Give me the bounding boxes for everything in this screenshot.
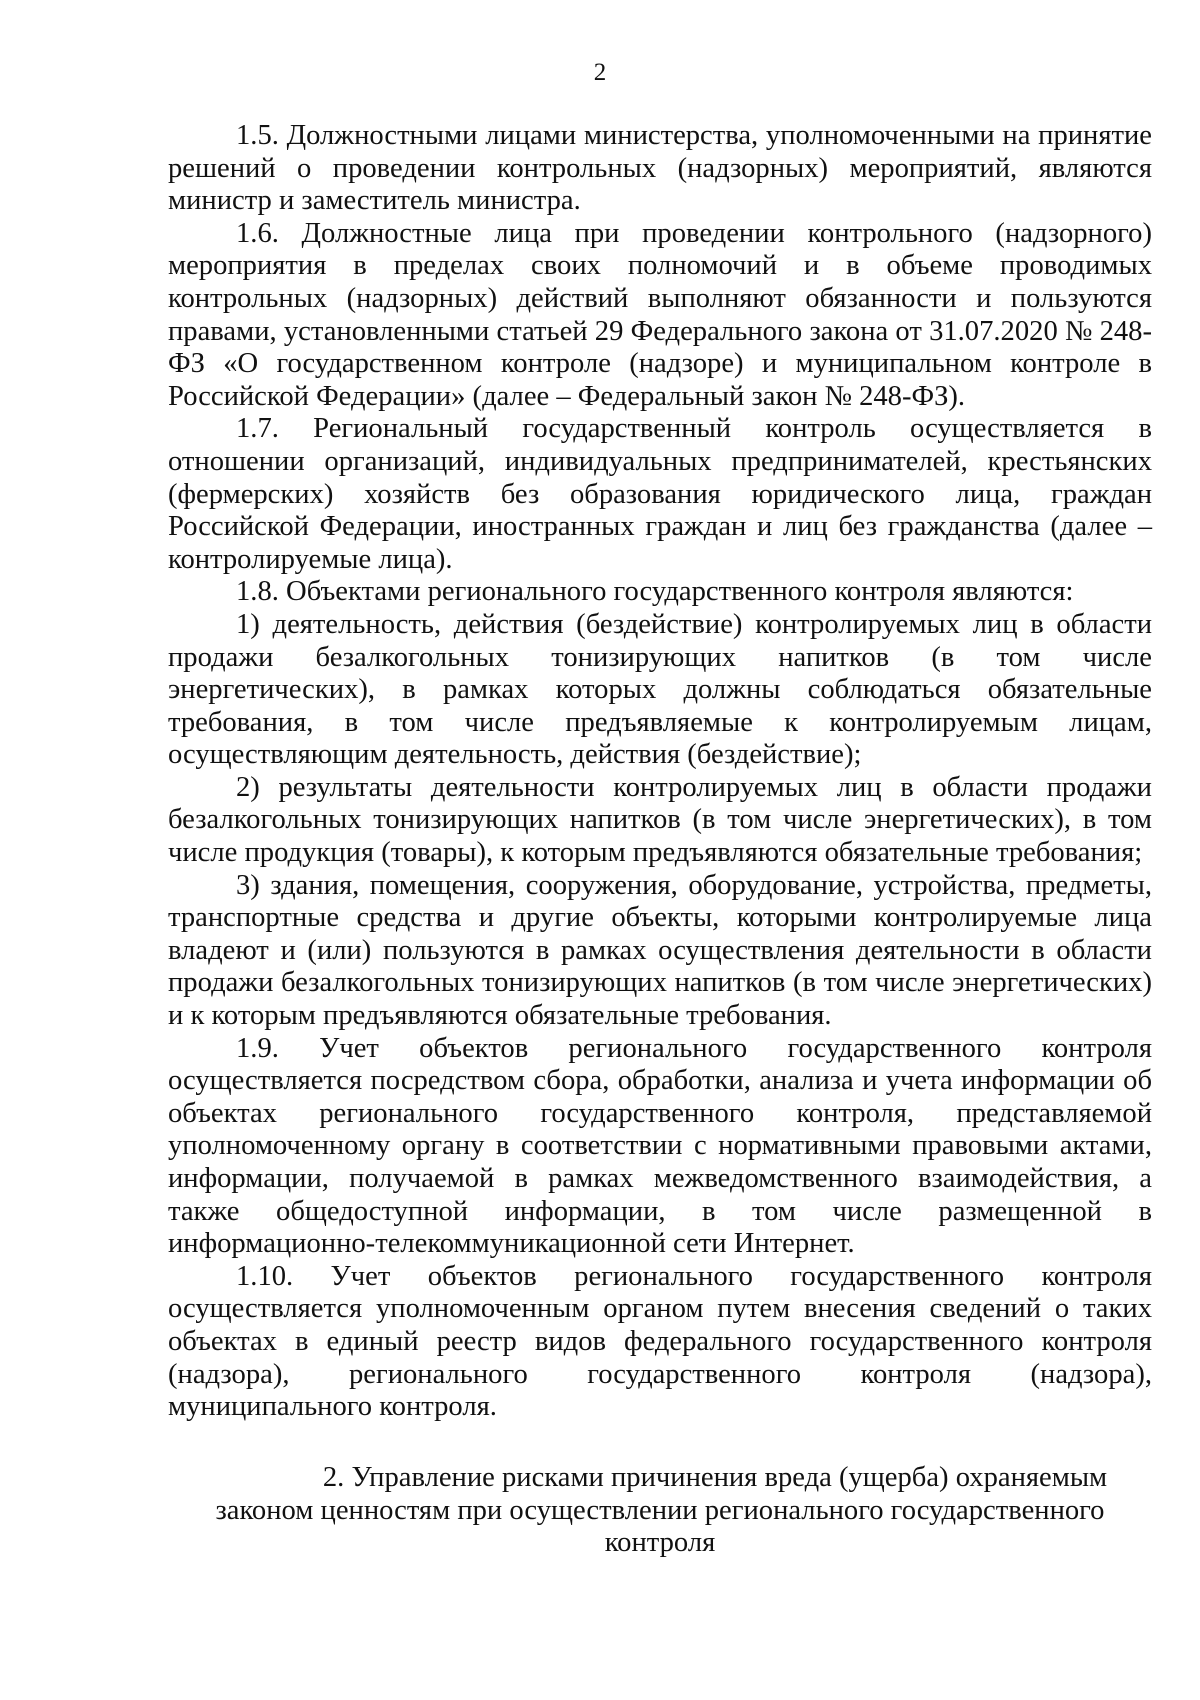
paragraph-1-7: 1.7. Региональный государственный контроль осуществляется в отношении организаций, индивидуальных предпринимателей, крестьянских (фермерских) хозяйств без образования юридического лица, граждан Российской Федерации, иностранных граждан и лиц без гражданства (далее – контролируемые лица). bbox=[168, 413, 1152, 575]
list-item-3: 3) здания, помещения, сооружения, оборудование, устройства, предметы, транспортные средства и другие объекты, которыми контролируемые лица владеют и (или) пользуются в рамках осуществления деятельности в области продажи безалкогольных тонизирующих напитков (в том числе энергетических) и к которым предъявляются обязательные требования. bbox=[168, 869, 1152, 1032]
list-item-1: 1) деятельность, действия (бездействие) контролируемых лиц в области продажи безалкогольных тонизирующих напитков (в том числе энергетических), в рамках которых должны соблюдаться обязательные требования, в том числе предъявляемые к контролируемым лицам, осуществляющим деятельность, действия (бездействие); bbox=[168, 608, 1152, 771]
section-heading-line-3: контроля bbox=[604, 1527, 716, 1558]
paragraph-1-8: 1.8. Объектами регионального государственного контроля являются: bbox=[236, 576, 1074, 608]
page-number: 2 bbox=[593, 59, 607, 86]
paragraph-1-5: 1.5. Должностными лицами министерства, уполномоченными на принятие решений о проведении контрольных (надзорных) мероприятий, являются министр и заместитель министра. bbox=[168, 120, 1152, 217]
document-body bbox=[168, 120, 1152, 1424]
section-heading bbox=[168, 1462, 1152, 1560]
paragraph-1-6: 1.6. Должностные лица при проведении контрольного (надзорного) мероприятия в пределах своих полномочий и в объеме проводимых контрольных (надзорных) действий выполняют обязанности и пользуются правами, установленными статьей 29 Федерального закона от 31.07.2020 № 248-ФЗ «О государственном контроле (надзоре) и муниципальном контроле в Российской Федерации» (далее – Федеральный закон № 248-ФЗ). bbox=[168, 217, 1152, 412]
list-item-2: 2) результаты деятельности контролируемых лиц в области продажи безалкогольных тонизирующих напитков (в том числе энергетических), в том числе продукция (товары), к которым предъявляются обязательные требования; bbox=[168, 771, 1152, 869]
paragraph-1-9: 1.9. Учет объектов регионального государственного контроля осуществляется посредством сбора, обработки, анализа и учета информации об объектах регионального государственного контроля, представляемой уполномоченному органу в соответствии с нормативными правовыми актами, информации, получаемой в рамках межведомственного взаимодействия, а также общедоступной информации, в том числе размещенной в информационно-телекоммуникационной сети Интернет. bbox=[168, 1032, 1152, 1260]
section-heading-line-2: законом ценностям при осуществлении регионального государственного bbox=[215, 1494, 1105, 1526]
section-heading-line-1: 2. Управление рисками причинения вреда (ущерба) охраняемым bbox=[322, 1462, 1108, 1493]
paragraph-1-10: 1.10. Учет объектов регионального государственного контроля осуществляется уполномоченным органом путем внесения сведений о таких объектах в единый реестр видов федерального государственного контроля (надзора), регионального государственного контроля (надзора), муниципального контроля. bbox=[168, 1260, 1152, 1423]
